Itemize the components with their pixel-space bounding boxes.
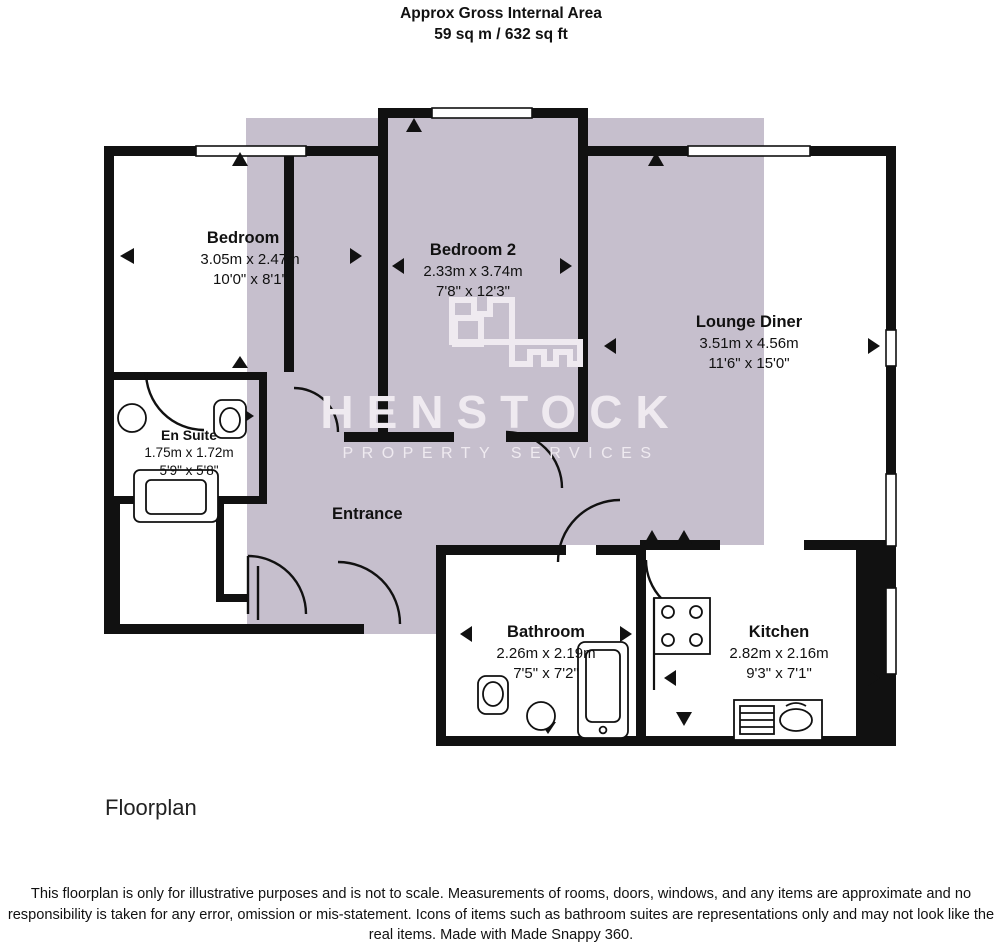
room-metric-bedroom1: 3.05m x 2.47m [200, 250, 300, 268]
room-name-bedroom1: Bedroom 1 [206, 229, 294, 247]
room-metric-lounge-diner: 3.51m x 4.56m [699, 334, 799, 352]
room-imperial-en-suite: 5'9" x 5'8" [159, 463, 219, 479]
floorplan-caption: Floorplan [105, 795, 197, 820]
room-label-bedroom1 [116, 228, 384, 289]
room-label-bedroom2 [365, 240, 581, 301]
room-metric-kitchen: 2.82m x 2.16m [729, 644, 829, 662]
room-name-lounge-diner: Lounge Diner [695, 313, 803, 331]
room-label-lounge-diner [620, 312, 878, 373]
room-metric-bedroom2: 2.33m x 3.74m [423, 262, 523, 280]
room-name-kitchen: Kitchen [748, 623, 810, 641]
room-label-kitchen [658, 622, 900, 683]
room-name-bathroom: Bathroom [507, 623, 585, 641]
room-imperial-kitchen: 9'3" x 7'1" [746, 664, 812, 682]
room-imperial-bedroom1: 10'0" x 8'1" [213, 270, 287, 288]
room-imperial-lounge-diner: 11'6" x 15'0" [708, 354, 790, 372]
room-label-bathroom [425, 622, 667, 683]
room-metric-bathroom: 2.26m x 2.19m [496, 644, 596, 662]
watermark-title: HENSTOCK [320, 386, 682, 438]
area-heading-line1: Approx Gross Internal Area [400, 5, 602, 22]
room-name-en-suite: En Suite [160, 427, 217, 443]
area-heading-line2: 59 sq m / 632 sq ft [434, 25, 568, 43]
area-label-entrance: Entrance [332, 505, 403, 523]
room-metric-en-suite: 1.75m x 1.72m [144, 445, 234, 461]
room-imperial-bathroom: 7'5" x 7'2" [513, 664, 579, 682]
disclaimer-text: This floorplan is only for illustrative purposes and is not to scale. Measurements of rooms, doors, windows, and any items are approximate and no responsibility is taken for any error, omission or mis-statement. Icons of items such as bathroom suites are representations only and may not look like the real items. Made with Made Snappy 360. [7, 886, 995, 944]
room-imperial-bedroom2: 7'8" x 12'3" [436, 282, 510, 300]
room-label-en-suite [103, 426, 275, 480]
watermark-subtitle: PROPERTY SERVICES [342, 445, 660, 462]
room-name-bedroom2: Bedroom 2 [429, 241, 517, 259]
